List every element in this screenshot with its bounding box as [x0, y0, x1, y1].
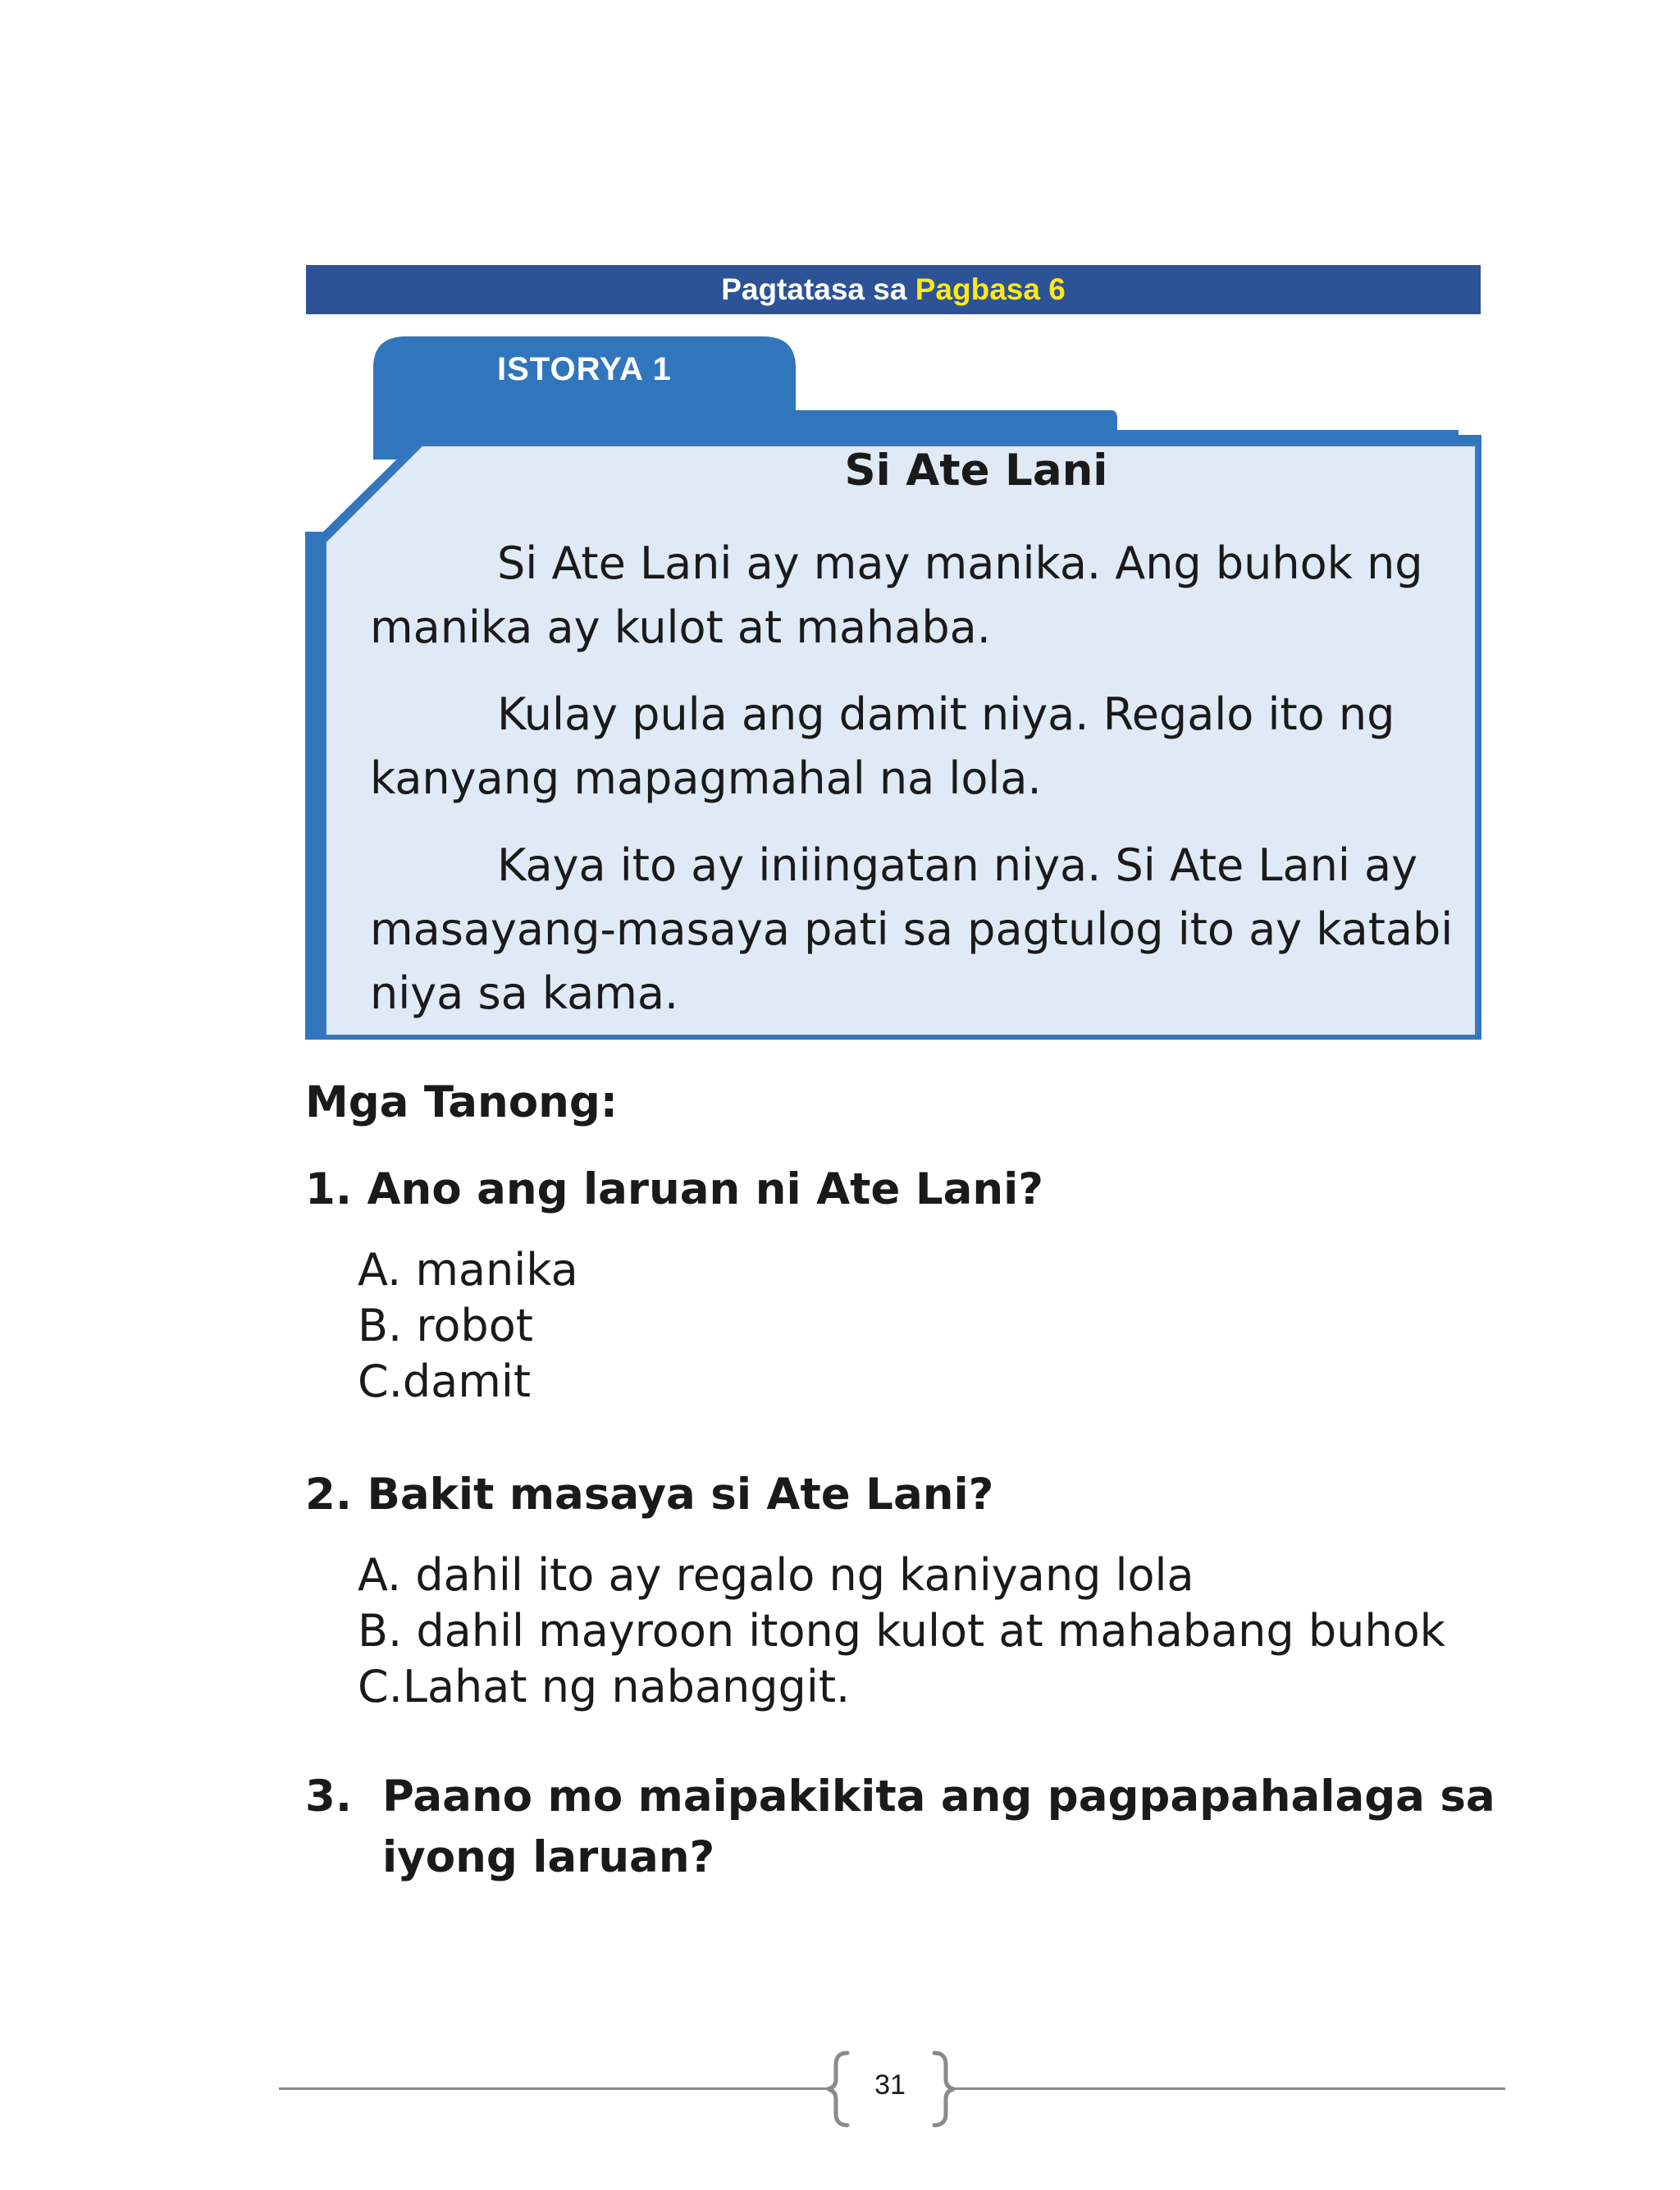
question-1-choices — [358, 1242, 578, 1410]
question-2-choices — [358, 1548, 1445, 1715]
footer-rule-left — [279, 2087, 829, 2090]
question-3 — [305, 1767, 1514, 1888]
choice-c[interactable]: C.Lahat ng nabanggit. — [358, 1661, 851, 1712]
question-number: 3. — [305, 1772, 353, 1822]
choice-c[interactable]: C.damit — [358, 1356, 532, 1407]
choice-a[interactable]: A. manika — [358, 1244, 578, 1296]
left-bracket-icon — [828, 2053, 847, 2125]
story-paragraph: Si Ate Lani ay may manika. Ang buhok ng manika ay kulot at mahaba. — [370, 537, 1423, 653]
choice-b[interactable]: B. robot — [358, 1300, 533, 1351]
header-prefix: Pagtatasa sa — [721, 272, 907, 306]
right-bracket-icon — [934, 2053, 954, 2125]
story-body — [370, 532, 1461, 1049]
question-text: Ano ang laruan ni Ate Lani? — [367, 1164, 1043, 1214]
question-number: 1. — [305, 1164, 353, 1214]
story-tab-label: ISTORYA 1 — [497, 351, 672, 387]
page-number: 31 — [874, 2069, 906, 2101]
story-paragraph: Kulay pula ang damit niya. Regalo ito ng kanyang mapagmahal na lola. — [370, 688, 1395, 804]
question-text: Paano mo maipakikita ang pagpapahalaga sa iyong laruan? — [382, 1772, 1495, 1882]
choice-a[interactable]: A. dahil ito ay regalo ng kaniyang lola — [358, 1549, 1194, 1601]
questions-heading: Mga Tanong: — [305, 1077, 618, 1127]
question-2 — [305, 1465, 993, 1525]
question-text: Bakit masaya si Ate Lani? — [367, 1470, 994, 1520]
footer-rule-right — [950, 2087, 1505, 2090]
question-number: 2. — [305, 1470, 353, 1520]
header-highlight: Pagbasa 6 — [915, 272, 1066, 306]
question-1 — [305, 1159, 1043, 1220]
story-paragraph: Kaya ito ay iniingatan niya. Si Ate Lani ay masayang-masaya pati sa pagtulog ito ay katabi niya sa kama. — [370, 839, 1454, 1019]
choice-b[interactable]: B. dahil mayroon itong kulot at mahabang buhok — [358, 1605, 1445, 1657]
story-title: Si Ate Lani — [844, 446, 1108, 496]
